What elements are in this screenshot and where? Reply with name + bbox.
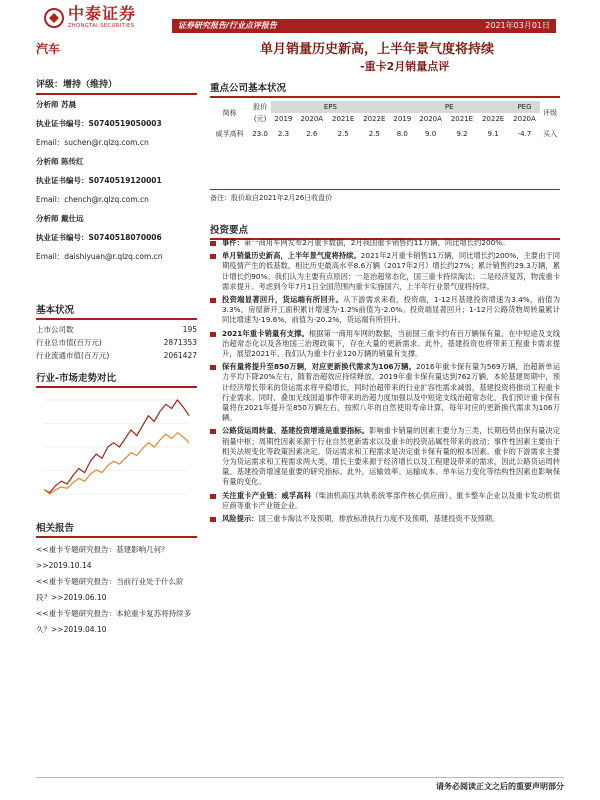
col-name-header: 简称: [222, 109, 237, 117]
col-price-header: 股价: [253, 103, 268, 111]
logo-en-text: ZHONGTAI SECURITIES: [68, 23, 135, 29]
basic-info-value: 2871353: [163, 338, 197, 347]
logo-cn-text: 中泰证券: [68, 4, 137, 23]
cell-value: 8.0: [396, 130, 408, 138]
basic-info-value: 2061427: [163, 351, 197, 360]
logo-icon: [44, 8, 64, 28]
related-reports-list: [36, 542, 197, 638]
col-peg-header: PEG: [509, 101, 541, 113]
bullet-lead: 投资端显著回升，货运端有所回升。: [222, 295, 344, 305]
related-reports-heading: 相关报告: [36, 518, 197, 538]
basic-info-key: 行业总市值(百万元): [36, 338, 102, 347]
analyst-block: [36, 95, 197, 266]
analyst-email: Email：chench@r.qlzq.com.cn: [36, 195, 149, 204]
year-header: 2021E: [332, 115, 355, 123]
left-column: [36, 74, 197, 638]
year-header: 2019: [393, 115, 412, 123]
company-logo: [44, 6, 136, 29]
cell-price: 23.0: [252, 130, 268, 138]
bullet-lead: 单月销量历史新高，上半年景气度将持续。: [222, 251, 361, 261]
cell-value: 2.5: [368, 130, 380, 138]
analyst-name: 分析师 苏晨: [36, 100, 77, 109]
cell-value: 2.6: [306, 130, 318, 138]
bullet-square-icon: [210, 241, 216, 246]
bullet-square-icon: [210, 517, 216, 522]
bullet-text: 影响重卡销量的因素主要分为三类，长期趋势由保有量决定销量中枢；周期性因素来源于行业自然更新需求以及重卡的投资品属性带来的波动；事件性因素主要由于相关法规变化等政策因素决定。货运需求和工程需求是决定重卡保有量的根本因素。重卡的下游需求主要分为货运需求和工程需求两大类，增长主要来源于经济增长以及工程建设带来的需求，因此公路货运周转量、基建投资增速是重要的研究指标。此外，运输效率、运输成本、单车运力变化等结构性因素也影响保有量的变化。: [222, 426, 561, 487]
analyst-cert: 执业证书编号：S0740518070006: [36, 233, 162, 242]
bullet-square-icon: [210, 332, 216, 337]
investment-points-list: [210, 238, 560, 527]
list-item: [210, 329, 560, 360]
basic-info-list: [36, 323, 197, 362]
series-line: [44, 433, 189, 494]
table-row: [210, 125, 560, 140]
bullet-text: 2021年2月重卡销售11万辆，同比增长约200%，主要由于同期疫情产生的低基数，相比历史最高水平8.6万辆（2017年2月）增长约27%；累计销售约29.3万辆，累计增长约90%。我们认为主要有点原因：一是治超常态化，国三重卡持续淘汰；二是经济复苏，物流重卡需求提升。考虑到今年7月1日全国范围内重卡实施国六，上半年行业景气度将持续。: [222, 251, 561, 291]
list-item: [210, 426, 560, 487]
company-table: [210, 101, 560, 140]
bullet-square-icon: [210, 429, 216, 434]
report-subtitle: -重卡2月销量点评: [360, 60, 450, 73]
bullet-lead: 事件：: [222, 238, 244, 247]
bullet-lead: 保有量将提升至850万辆，对应更新换代需求为106万辆。: [222, 362, 417, 372]
year-header: 2019: [274, 115, 293, 123]
trend-chart-svg: [36, 392, 197, 512]
related-report-link[interactable]: <<重卡专题研究报告：当前行业处于什么阶段？>>2019.06.10: [36, 577, 184, 602]
col-eps-header: EPS: [271, 101, 390, 113]
basic-info-row: [36, 349, 197, 362]
sector-label: 汽车: [36, 42, 61, 56]
cell-value: 2.5: [337, 130, 349, 138]
col-pe-header: PE: [390, 101, 509, 113]
analyst-email: Email：suchen@r.qlzq.com.cn: [36, 138, 149, 147]
cell-name: 威孚高科: [215, 130, 244, 138]
cell-value: 9.2: [456, 130, 468, 138]
report-header-bar: [172, 19, 556, 33]
list-item: [210, 362, 560, 423]
year-header: 2022E: [363, 115, 386, 123]
year-header: 2020A: [419, 115, 442, 123]
year-header: 2020A: [300, 115, 324, 123]
cell-value: 9.0: [425, 130, 437, 138]
bullet-square-icon: [210, 494, 216, 499]
related-report-link[interactable]: <<重卡专题研究报告：基建影响几何？>>2019.10.14: [36, 545, 169, 570]
bullet-lead: 公路货运周转量、基建投资增速是重要指标。: [222, 426, 369, 436]
basic-info-row: [36, 323, 197, 336]
basic-info-heading: 基本状况: [36, 300, 197, 320]
trend-chart-heading: 行业-市场走势对比: [36, 368, 197, 388]
bullet-square-icon: [210, 298, 216, 303]
bullet-lead: 风险提示：: [222, 514, 259, 524]
list-item: [210, 491, 560, 511]
cell-rating: 买入: [543, 130, 558, 138]
list-item: [210, 295, 560, 326]
bullet-text: 第一商用车网发布2月重卡数据，2月我国重卡销售约11万辆，同比增长约200%。: [243, 238, 510, 247]
basic-info-value: 195: [182, 325, 197, 334]
list-item: [210, 238, 560, 248]
bullet-text: 从下游需求来看，投资端，1-12月基建投资增速为3.4%，前值为3.3%，房屋新开工面积累计增速为-1.2%前值为-2.0%。投资端显著回升；1-12月公路货物周转量累计同比增速为-19.6%，前值为-20.2%，货运端有所回升。: [222, 295, 561, 325]
year-header: 2022E: [481, 115, 505, 123]
cell-value: -4.7: [517, 130, 532, 138]
list-item: [210, 251, 560, 292]
col-unit-header: (元): [253, 115, 267, 123]
bullet-text: 根据第一商用车网的数据，当前国三重卡约有百万辆保有量，在中短途及支线治超常态化以及各地国三治理政策下，存在大量的更新需求。此外，基建投资也将带来工程重卡需求提升，展望2021年，我们认为重卡行业120万辆的销量有支撑。: [222, 328, 561, 359]
right-column: [210, 78, 561, 524]
bullet-square-icon: [210, 365, 216, 370]
investment-points-heading: 投资要点: [210, 220, 560, 240]
analyst-cert: 执业证书编号：S0740519050003: [36, 119, 162, 128]
bullet-lead: 2021年重卡销量有支撑。: [222, 328, 309, 338]
bullet-square-icon: [210, 254, 216, 259]
footer-divider: [36, 777, 564, 778]
cell-value: 9.1: [487, 130, 499, 138]
list-item: [210, 514, 560, 524]
analyst-name: 分析师 戴仕远: [36, 214, 84, 223]
series-line: [44, 400, 189, 493]
cell-value: 2.3: [277, 130, 290, 138]
table-note: 备注：股价取自2021年2月26日收盘价: [210, 189, 560, 203]
basic-info-key: 上市公司数: [36, 325, 74, 334]
rating: 评级：增持（维持）: [36, 74, 197, 95]
year-header: 2021E: [450, 115, 474, 123]
bullet-text: 2016年重卡保有量为569万辆，治超新单运力平均下降20%左右，随着治超效应持续释放，2019年重卡保有量达到762万辆，本轮基建周期中，预计经济增长带来的货运需求将平稳增长，同时治超带来的行业扩容性需求减弱，基建投资将推动工程重卡行业需求。同时，叠加无线国道事件带来的治超力度加强以及中短途支线治超常态化，我们预计重卡保有量将在2021年提升至850万辆左右，按照八年的自然使用寿命计算，每年对应的更新换代需求为106万辆。: [222, 362, 560, 423]
company-table-heading: 重点公司基本状况: [210, 78, 560, 98]
bullet-text: （柴油机高压共轨系统零部件核心供应商）、重卡整车企业以及重卡发动机供应商等重卡产业链企业。: [222, 490, 561, 510]
trend-chart: [36, 392, 197, 512]
analyst-email: Email：daishiyuan@r.qlzq.com.cn: [36, 252, 163, 261]
related-report-link[interactable]: <<重卡专题研究报告：本轮重卡复苏将持续多久？>>2019.04.10: [36, 609, 192, 634]
col-rating-header: 评级: [543, 109, 558, 117]
report-date: 2021年03月01日: [485, 21, 550, 30]
analyst-name: 分析师 陈传红: [36, 157, 84, 166]
report-title: 单月销量历史新高，上半年景气度将持续: [259, 42, 494, 57]
footer-disclaimer: 请务必阅读正文之后的重要声明部分: [436, 782, 564, 791]
bullet-text: 国三重卡淘汰不及预期，排放标准执行力度不及预期，基建投资不及预期。: [258, 514, 500, 524]
basic-info-row: [36, 336, 197, 349]
report-type: 证券研究报告/行业点评报告: [178, 21, 277, 30]
basic-info-key: 行业流通市值(百万元): [36, 351, 110, 360]
analyst-cert: 执业证书编号：S0740519120001: [36, 176, 162, 185]
bullet-lead: 关注重卡产业链：威孚高科: [222, 490, 312, 500]
year-header: 2020A: [513, 115, 536, 123]
